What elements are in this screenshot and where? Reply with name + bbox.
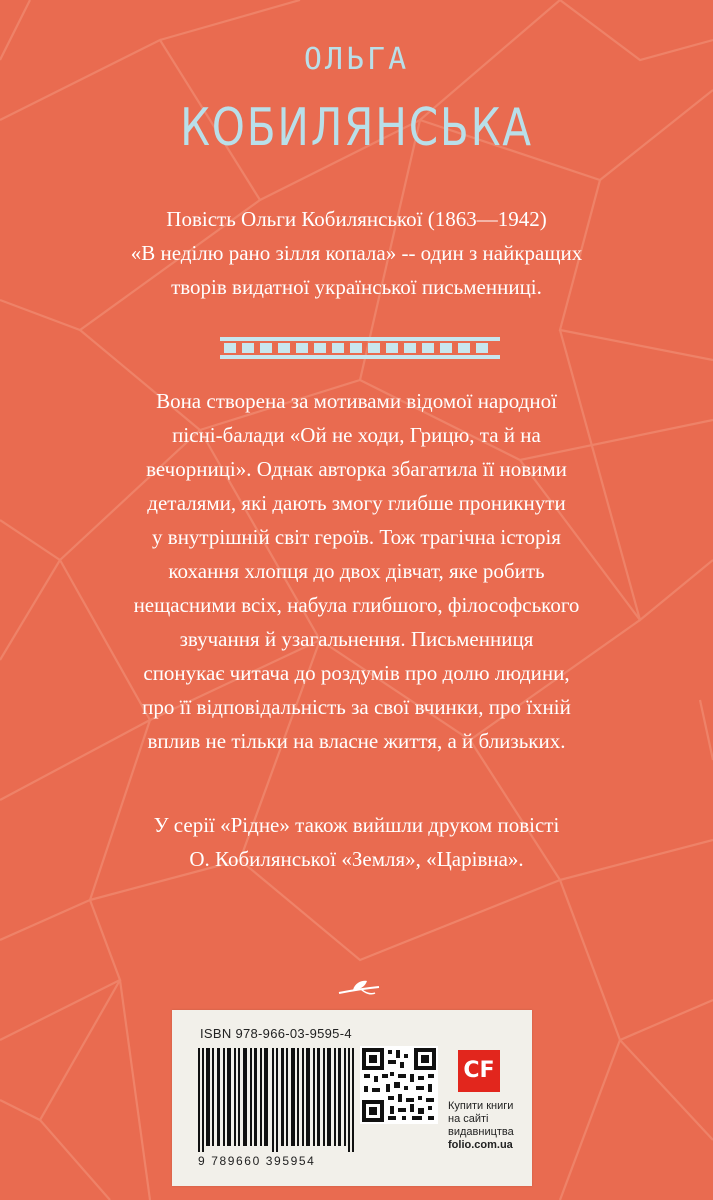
- text-line: У серії «Рідне» також вийшли друком повісті: [153, 813, 560, 837]
- text-line: Повість Ольги Кобилянської (1863—1942): [166, 207, 547, 231]
- ornament-divider-icon: [220, 337, 500, 359]
- text-line: спонукає читача до роздумів про долю людини,: [143, 661, 570, 685]
- text-line: у внутрішній світ героїв. Тож трагічна історія: [152, 525, 561, 549]
- buy-info: [448, 1100, 514, 1152]
- text-line: «В неділю рано зілля копала» -- один з найкращих: [130, 241, 583, 265]
- text-line: Вона створена за мотивами відомої народної: [156, 389, 557, 413]
- text-line: звучання й узагальнення. Письменниця: [179, 627, 534, 651]
- leaf-ornament-icon: [335, 977, 383, 999]
- text-line: вечорниці». Однак авторка збагатила її новими: [146, 457, 567, 481]
- buy-line: Купити книги: [448, 1100, 514, 1112]
- publisher-site-link[interactable]: folio.com.ua: [448, 1139, 513, 1151]
- text-line: пісні-балади «Ой не ходи, Грицю, та й на: [172, 423, 541, 447]
- logo-text: CF: [463, 1058, 495, 1083]
- body-paragraph: [40, 384, 673, 758]
- text-line: деталями, які дають змогу глибше проникнути: [147, 491, 566, 515]
- author-first-name: ОЛЬГА: [303, 42, 410, 77]
- text-line: О. Кобилянської «Земля», «Царівна».: [189, 847, 524, 871]
- text-line: нещасними всіх, набула глибшого, філософського: [133, 593, 580, 617]
- author-last-name: КОБИЛЯНСЬКА: [180, 98, 533, 158]
- isbn-text: ISBN 978-966-03-9595-4: [200, 1026, 352, 1041]
- barcode-number: 9 789660 395954: [198, 1154, 316, 1168]
- publisher-logo-icon: [458, 1050, 500, 1092]
- qr-code-icon[interactable]: [360, 1046, 438, 1124]
- series-paragraph: [40, 808, 673, 876]
- text-line: кохання хлопця до двох дівчат, яке робить: [168, 559, 545, 583]
- buy-line: видавництва: [448, 1126, 514, 1138]
- text-line: вплив не тільки на власне життя, а й близьких.: [147, 729, 566, 753]
- intro-paragraph: [40, 202, 673, 304]
- barcode-label: [172, 1010, 532, 1186]
- text-line: творів видатної української письменниці.: [171, 275, 542, 299]
- barcode-icon: [196, 1048, 358, 1152]
- buy-line: на сайті: [448, 1113, 489, 1125]
- text-line: про її відповідальність за свої вчинки, про їхній: [142, 695, 571, 719]
